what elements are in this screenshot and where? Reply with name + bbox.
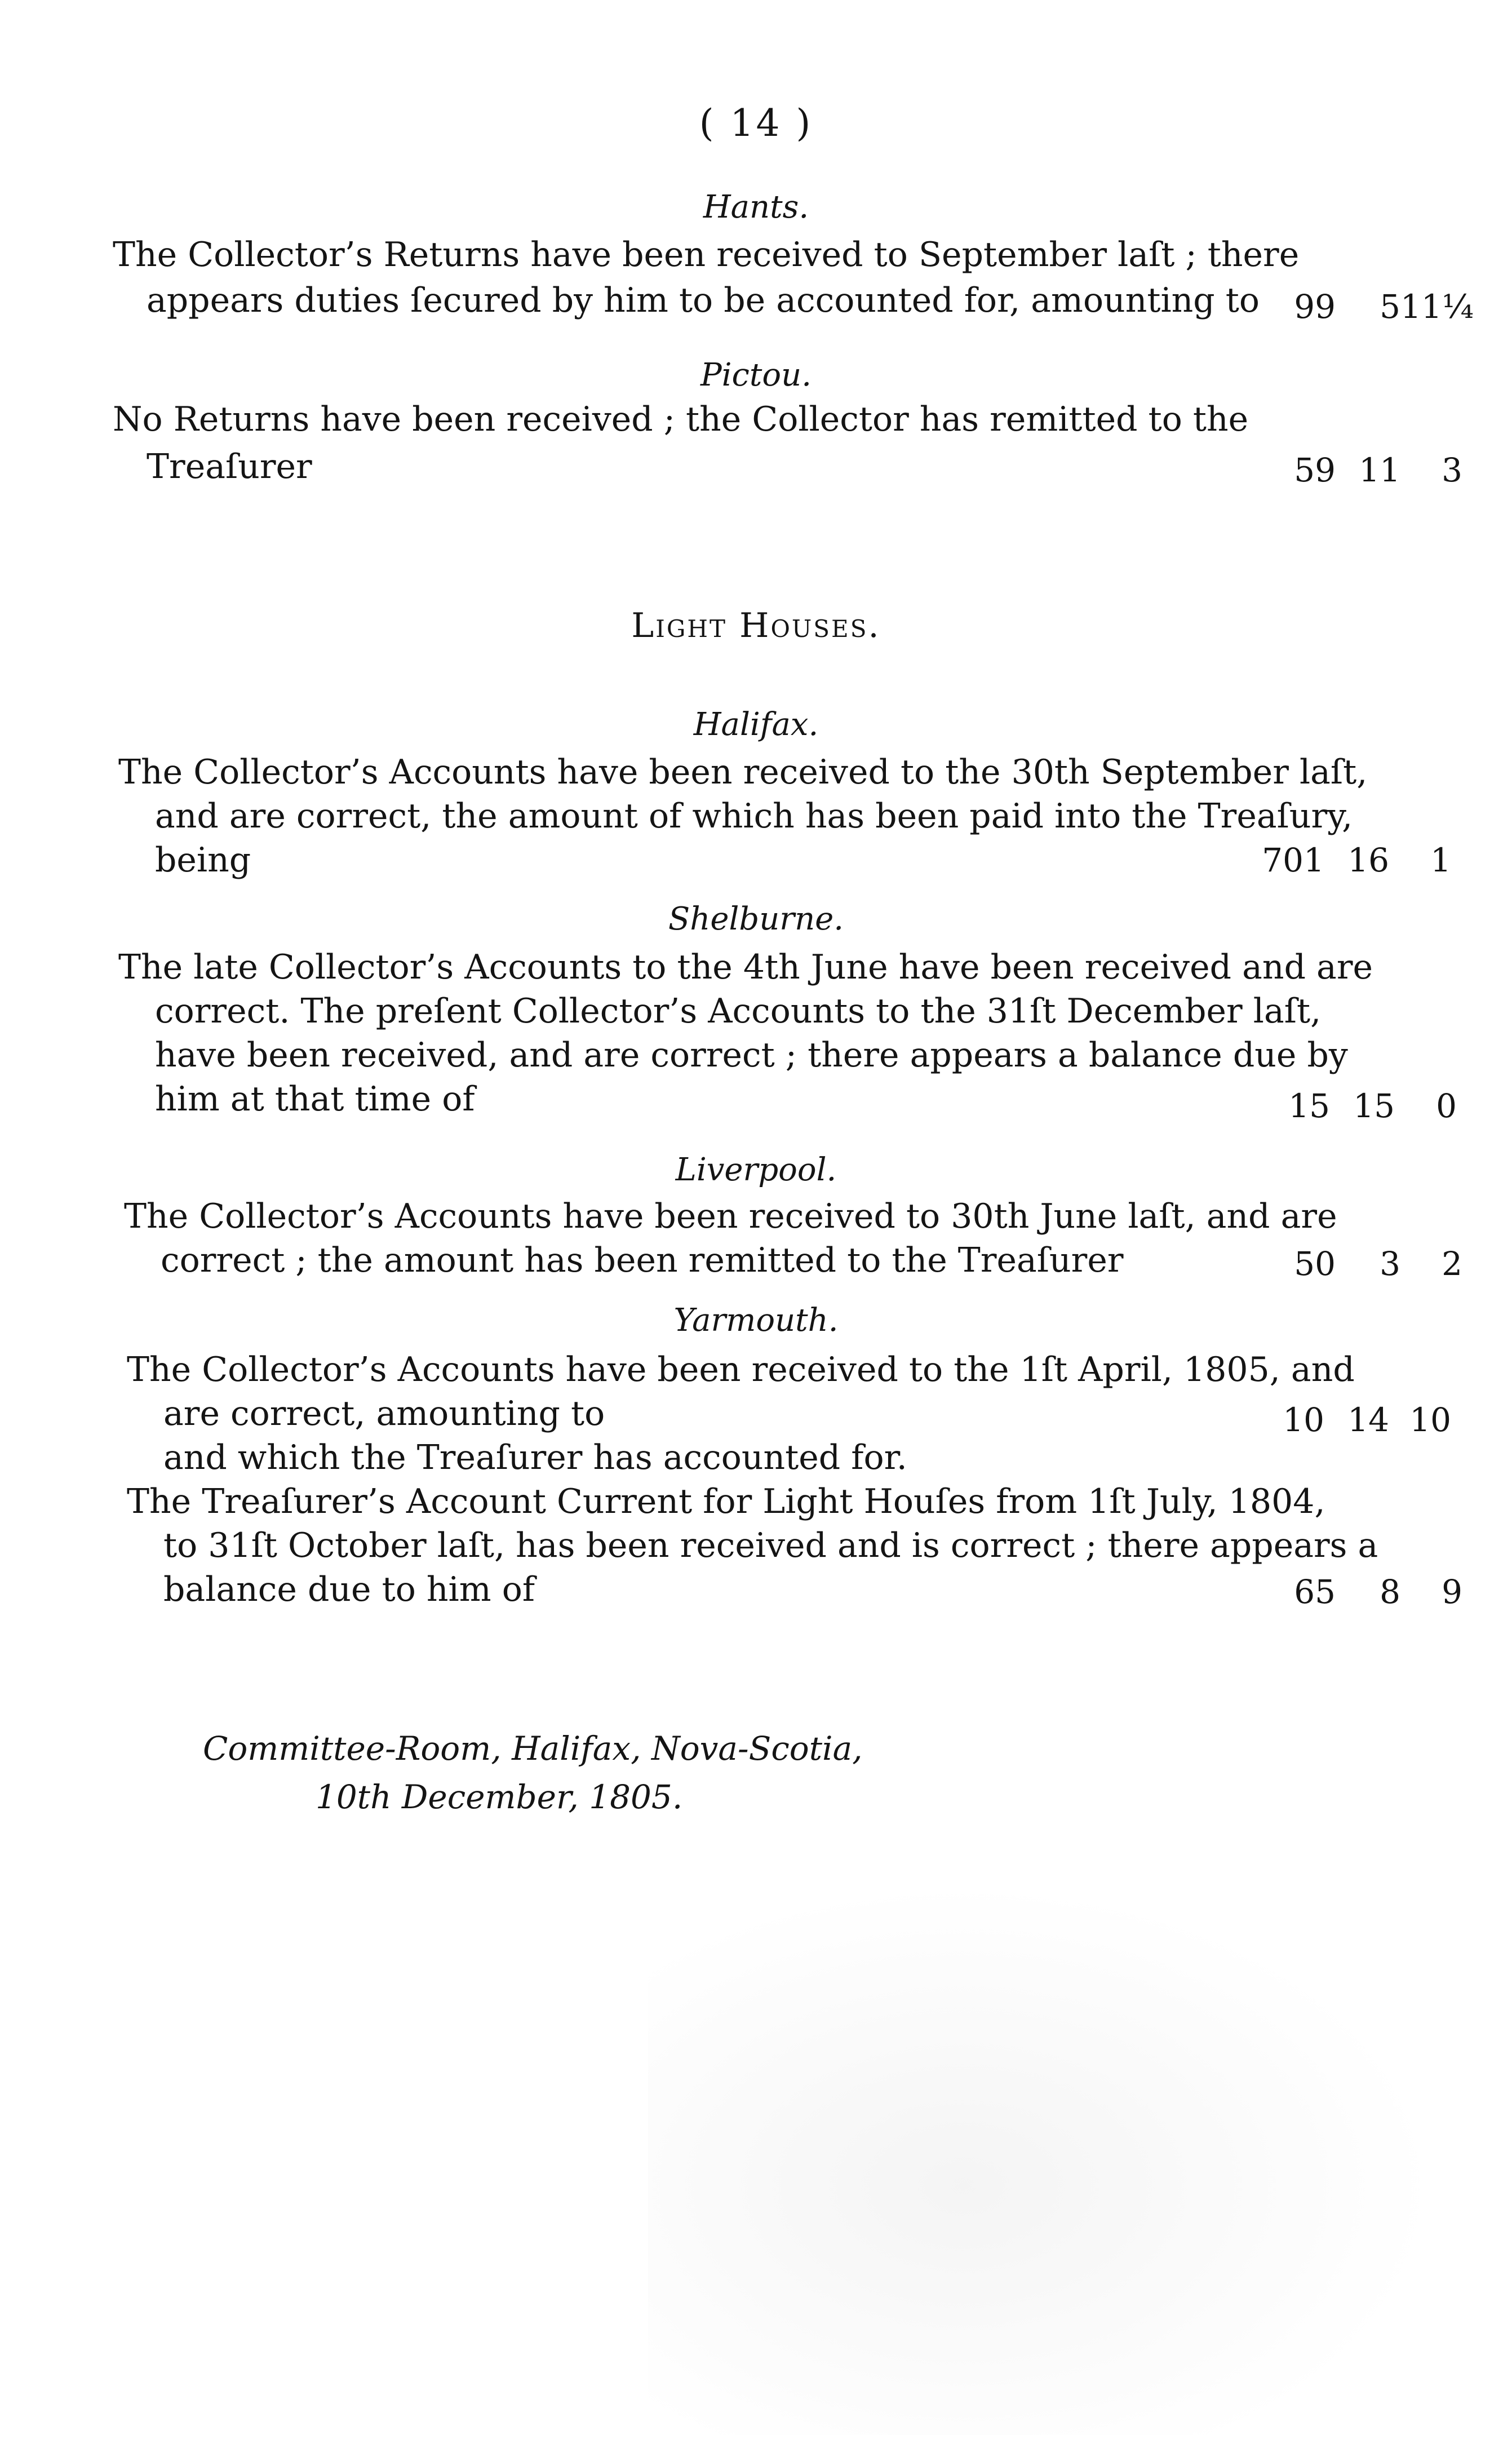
yarmouth-line-3: and which the Treaſurer has accounted for.: [163, 1438, 907, 1477]
hants-amount: [1251, 287, 1474, 326]
amount-pounds: 701: [1262, 841, 1324, 879]
amount-shillings: 5: [1380, 287, 1400, 326]
page-number: ( 14 ): [699, 101, 813, 145]
yarmouth-amount: [1240, 1401, 1451, 1439]
treasurer-line-3: balance due to him of: [163, 1570, 535, 1609]
pictou-line-1: No Returns have been received ; the Collector has remitted to the: [113, 400, 1249, 439]
section-title-shelburne: Shelburne.: [668, 901, 844, 937]
amount-pence: 2: [1442, 1245, 1462, 1283]
hants-line-2: appears duties ſecured by him to be accounted for, amounting to: [147, 281, 1260, 320]
shelburne-line-1: The late Collector’s Accounts to the 4th June have been received and are: [118, 948, 1373, 987]
liverpool-line-1: The Collector’s Accounts have been received to 30th June laſt, and are: [124, 1197, 1337, 1236]
treasurer-line-2: to 31ſt October laſt, has been received and is correct ; there appears a: [163, 1526, 1378, 1565]
amount-shillings: 8: [1380, 1573, 1400, 1611]
amount-shillings: 14: [1347, 1401, 1389, 1439]
treasurer-amount: [1251, 1573, 1462, 1611]
halifax-line-2: and are correct, the amount of which has been paid into the Treaſury,: [155, 796, 1353, 836]
section-title-liverpool: Liverpool.: [675, 1152, 837, 1188]
halifax-line-1: The Collector’s Accounts have been received to the 30th September laſt,: [118, 752, 1368, 792]
amount-pence: 9: [1442, 1573, 1462, 1611]
amount-pounds: 59: [1294, 451, 1336, 489]
hants-line-1: The Collector’s Returns have been received to September laſt ; there: [113, 235, 1300, 275]
amount-shillings: 16: [1347, 841, 1389, 879]
amount-shillings: 11: [1359, 451, 1400, 489]
amount-pence: 3: [1442, 451, 1462, 489]
amount-shillings: 3: [1380, 1245, 1400, 1283]
amount-pence: 1: [1430, 841, 1451, 879]
section-title-halifax: Halifax.: [693, 706, 819, 743]
pictou-line-2: Treaſurer: [147, 447, 312, 486]
amount-pence: 0: [1436, 1087, 1457, 1125]
yarmouth-line-2: are correct, amounting to: [163, 1394, 605, 1433]
shelburne-amount: [1245, 1087, 1457, 1125]
amount-pounds: 65: [1294, 1573, 1336, 1611]
signature-line-2: 10th December, 1805.: [316, 1778, 683, 1816]
paper-speckle-texture: [648, 1883, 1437, 2435]
shelburne-line-2: correct. The preſent Collector’s Accounts to the 31ſt December laſt,: [155, 991, 1322, 1031]
signature-line-1: Committee-Room, Halifax, Nova-Scotia,: [203, 1729, 863, 1768]
amount-pence: 10: [1409, 1401, 1451, 1439]
shelburne-line-3: have been received, and are correct ; there appears a balance due by: [155, 1035, 1348, 1075]
pictou-amount: [1251, 451, 1462, 489]
liverpool-line-2: correct ; the amount has been remitted to the Treaſurer: [161, 1241, 1124, 1280]
amount-pounds: 99: [1294, 287, 1336, 326]
shelburne-line-4: him at that time of: [155, 1079, 475, 1119]
halifax-line-3: being: [155, 840, 251, 880]
treasurer-line-1: The Treaſurer’s Account Current for Light Houſes from 1ſt July, 1804,: [127, 1482, 1325, 1521]
section-title-yarmouth: Yarmouth.: [673, 1302, 839, 1339]
amount-pounds: 10: [1283, 1401, 1324, 1439]
amount-shillings: 15: [1353, 1087, 1395, 1125]
amount-pence: 11¼: [1400, 287, 1474, 326]
section-heading-light-houses: Light Houses.: [631, 606, 881, 645]
section-title-pictou: Pictou.: [700, 357, 812, 393]
section-title-hants: Hants.: [703, 189, 809, 225]
amount-pounds: 50: [1294, 1245, 1336, 1283]
liverpool-amount: [1251, 1245, 1462, 1283]
halifax-amount: [1240, 841, 1451, 879]
yarmouth-line-1: The Collector’s Accounts have been received to the 1ſt April, 1805, and: [127, 1350, 1355, 1389]
amount-pounds: 15: [1288, 1087, 1330, 1125]
